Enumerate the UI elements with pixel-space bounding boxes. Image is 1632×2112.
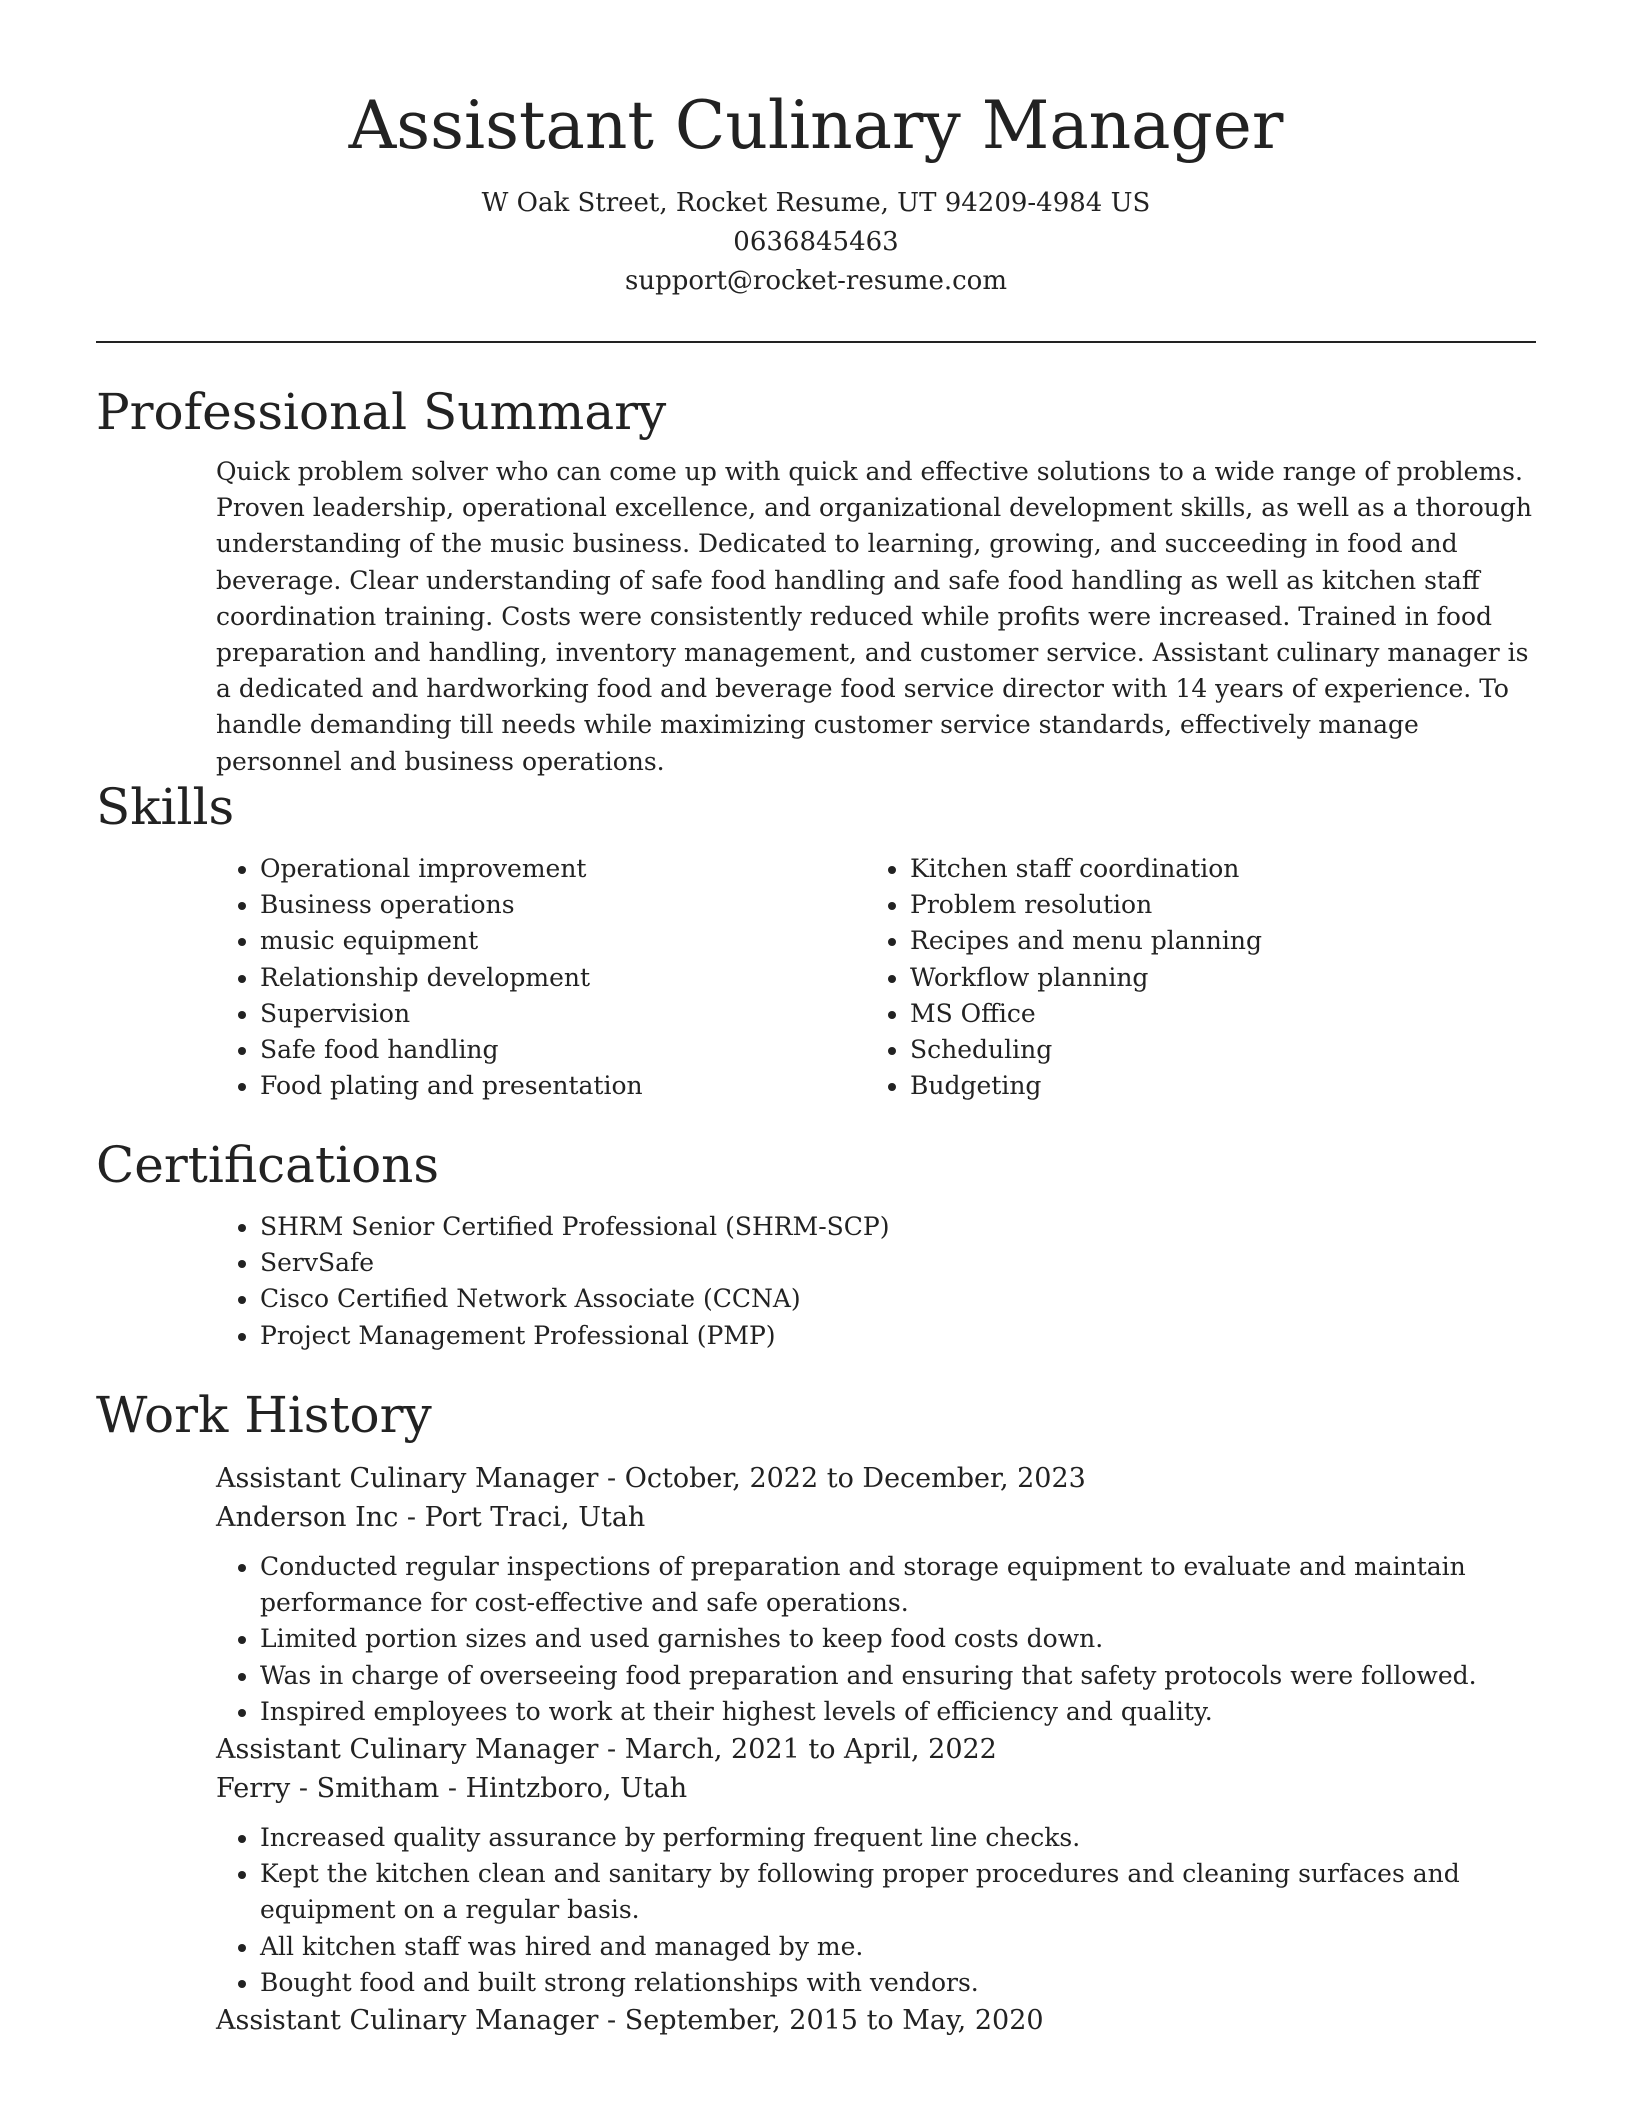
list-item: • SHRM Senior Certified Professional (SHRM-SCP) xyxy=(260,1209,1536,1245)
list-item: • All kitchen staff was hired and managed by me. xyxy=(260,1929,1536,1965)
list-item: • Safe food handling xyxy=(260,1032,866,1068)
job-company-line: Anderson Inc - Port Traci, Utah xyxy=(216,1502,646,1533)
list-item: • Workflow planning xyxy=(910,960,1516,996)
list-item: • MS Office xyxy=(910,996,1516,1032)
certifications-list xyxy=(216,1209,1536,1354)
list-item: • Business operations xyxy=(260,887,866,923)
list-item: • Inspired employees to work at their highest levels of efficiency and quality. xyxy=(260,1694,1536,1730)
list-item: • Relationship development xyxy=(260,960,866,996)
phone: 0636845463 xyxy=(733,227,899,257)
job-title: Assistant Culinary Manager xyxy=(216,2005,599,2037)
list-item: • Limited portion sizes and used garnishes to keep food costs down. xyxy=(260,1621,1536,1657)
summary-section xyxy=(96,380,1536,780)
job-location: Hintzboro, Utah xyxy=(465,1773,688,1805)
job-company-line: Ferry - Smitham - Hintzboro, Utah xyxy=(216,1773,688,1805)
job-dates: September, 2015 to May, 2020 xyxy=(624,2005,1044,2037)
list-item: • Operational improvement xyxy=(260,851,866,887)
skills-section xyxy=(96,775,1536,1104)
list-item: • ServSafe xyxy=(260,1245,1536,1281)
skills-grid xyxy=(216,851,1536,1104)
job-company: Anderson Inc xyxy=(216,1502,399,1533)
skills-list-left xyxy=(216,851,866,1104)
summary-text: Quick problem solver who can come up with quick and effective solutions to a wide range of problems. Proven leadership, operational excellence, and organizational development skills, as well as a thorough understanding of the music business. Dedicated to learning, growing, and succeeding in food and beverage. Clear understanding of safe food handling and safe food handling as well as kitchen staff coordination training. Costs were consistently reduced while profits were increased. Trained in food preparation and handling, inventory management, and customer service. Assistant culinary manager is a dedicated and hardworking food and beverage food service director with 14 years of experience. To handle demanding till needs while maximizing customer service standards, effectively manage personnel and business operations. xyxy=(216,457,1532,776)
list-item: • Increased quality assurance by performing frequent line checks. xyxy=(260,1820,1536,1856)
list-item: • Kept the kitchen clean and sanitary by following proper procedures and cleaning surfaces and equipment on a regular basis. xyxy=(260,1856,1536,1928)
resume-header xyxy=(96,78,1536,301)
summary-heading: Professional Summary xyxy=(96,383,667,441)
job-title-line: Assistant Culinary Manager - March, 2021 to April, 2022 xyxy=(216,1734,997,1766)
list-item: • Recipes and menu planning xyxy=(910,923,1516,959)
job-title: Assistant Culinary Manager xyxy=(216,1463,599,1494)
certifications-section xyxy=(96,1133,1536,1354)
job-entry xyxy=(216,1459,1536,1730)
candidate-name: Assistant Culinary Manager xyxy=(348,87,1284,164)
list-item: • Bought food and built strong relationships with vendors. xyxy=(260,1965,1536,2001)
job-dates: October, 2022 to December, 2023 xyxy=(624,1463,1086,1494)
job-company: Ferry - Smitham xyxy=(216,1773,440,1805)
list-item: • Was in charge of overseeing food preparation and ensuring that safety protocols were followed. xyxy=(260,1658,1536,1694)
list-item: • Kitchen staff coordination xyxy=(910,851,1516,887)
list-item: • Supervision xyxy=(260,996,866,1032)
address: W Oak Street, Rocket Resume, UT 94209-4984 US xyxy=(481,188,1151,218)
job-entry xyxy=(216,1730,1536,2001)
job-duties-list xyxy=(216,1820,1536,2001)
job-title: Assistant Culinary Manager xyxy=(216,1734,599,1766)
skills-heading: Skills xyxy=(96,778,235,836)
list-item: • Scheduling xyxy=(910,1032,1516,1068)
job-duties-list xyxy=(216,1549,1536,1730)
contact-block xyxy=(96,184,1536,301)
certifications-heading: Certifications xyxy=(96,1136,440,1194)
list-item: • Food plating and presentation xyxy=(260,1068,866,1104)
list-item: • music equipment xyxy=(260,923,866,959)
work-history-heading: Work History xyxy=(96,1386,432,1444)
job-entry xyxy=(216,2001,1536,2040)
list-item: • Budgeting xyxy=(910,1068,1516,1104)
email: support@rocket-resume.com xyxy=(624,266,1007,296)
skills-list-right xyxy=(866,851,1516,1104)
job-location: Port Traci, Utah xyxy=(424,1502,646,1533)
list-item: • Project Management Professional (PMP) xyxy=(260,1318,1536,1354)
list-item: • Problem resolution xyxy=(910,887,1516,923)
work-history-section xyxy=(96,1383,1536,2040)
job-dates: March, 2021 to April, 2022 xyxy=(624,1734,997,1766)
list-item: • Conducted regular inspections of preparation and storage equipment to evaluate and maintain performance for cost-effective and safe operations. xyxy=(260,1549,1536,1621)
header-divider xyxy=(96,341,1536,343)
job-title-line: Assistant Culinary Manager - October, 2022 to December, 2023 xyxy=(216,1463,1086,1494)
job-title-line: Assistant Culinary Manager - September, 2015 to May, 2020 xyxy=(216,2005,1044,2037)
list-item: • Cisco Certified Network Associate (CCNA) xyxy=(260,1281,1536,1317)
